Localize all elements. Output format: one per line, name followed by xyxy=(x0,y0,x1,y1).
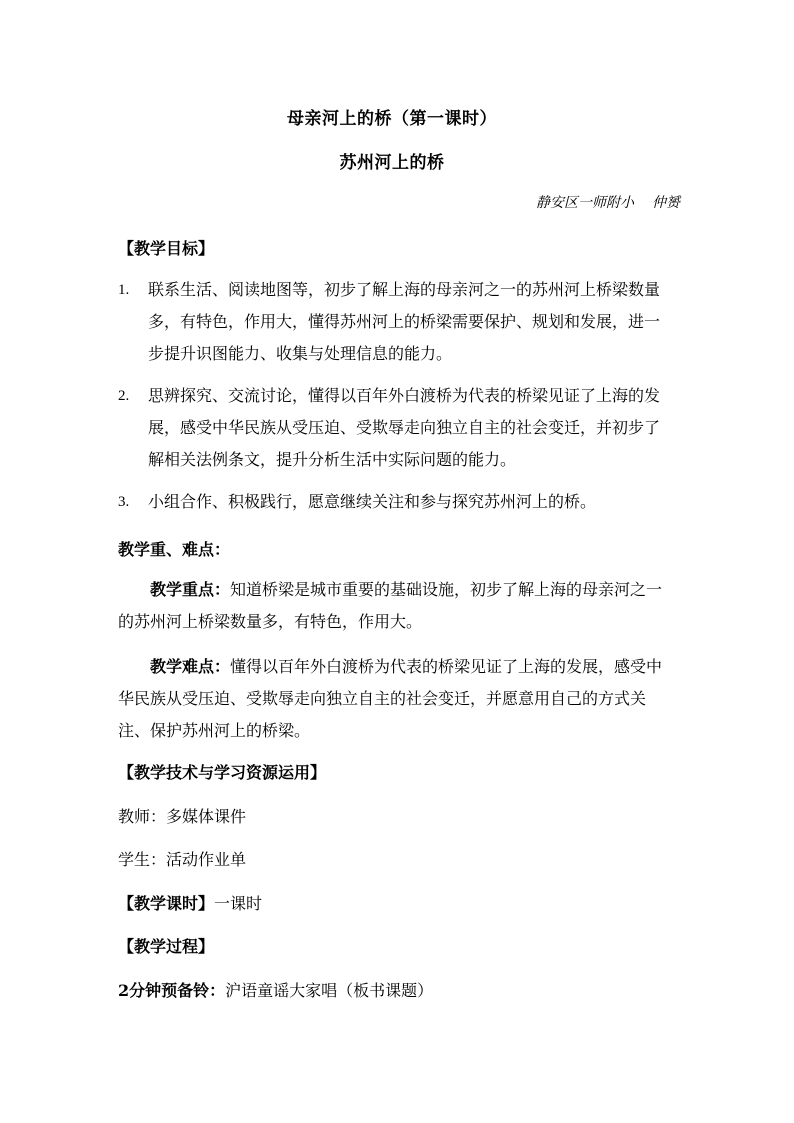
key-focus-label: 教学重点： xyxy=(150,580,231,599)
warmup-text: 沪语童谣大家唱（板书课题） xyxy=(225,981,434,1000)
document-subtitle: 苏州河上的桥 xyxy=(339,153,445,173)
objective-item-3 xyxy=(118,486,666,518)
objectives-heading: 【教学目标】 xyxy=(118,239,215,258)
lesson-time-heading: 【教学课时】 xyxy=(118,894,215,913)
resources-student: 学生：活动作业单 xyxy=(118,850,247,869)
objective-line: 联系生活、阅读地图等，初步了解上海的母亲河之一的苏州河上桥梁数量 xyxy=(148,280,661,299)
objective-number: 2. xyxy=(118,388,130,404)
objective-item-2 xyxy=(118,380,666,476)
author-line xyxy=(536,192,680,212)
key-points-heading: 教学重、难点： xyxy=(118,540,231,559)
objective-item-1 xyxy=(118,274,666,370)
objective-line: 展，感受中华民族从受压迫、受欺辱走向独立自主的社会变迁，并初步了 xyxy=(148,418,661,437)
warmup-line xyxy=(118,978,433,1001)
objective-line: 解相关法例条文，提升分析生活中实际问题的能力。 xyxy=(148,450,517,469)
key-difficulty-label: 教学难点： xyxy=(150,657,231,676)
resources-heading: 【教学技术与学习资源运用】 xyxy=(118,763,327,782)
objective-line: 多，有特色，作用大，懂得苏州河上的桥梁需要保护、规划和发展，进一 xyxy=(148,312,661,331)
key-difficulty-paragraph xyxy=(118,651,666,747)
author-name: 仲赟 xyxy=(652,195,680,211)
resources-teacher: 教师：多媒体课件 xyxy=(118,807,247,826)
process-heading: 【教学过程】 xyxy=(118,937,215,956)
key-difficulty-text: 注、保护苏州河上的桥梁。 xyxy=(118,721,311,740)
objective-number: 3. xyxy=(118,494,130,510)
document-title: 母亲河上的桥（第一课时） xyxy=(287,109,497,129)
key-difficulty-text: 华民族从受压迫、受欺辱走向独立自主的社会变迁，并愿意用自己的方式关 xyxy=(118,689,647,708)
objectives-list xyxy=(118,274,666,518)
key-focus-paragraph xyxy=(118,574,666,638)
lesson-time-value: 一课时 xyxy=(214,894,263,913)
key-focus-text: 的苏州河上桥梁数量多，有特色，作用大。 xyxy=(118,612,423,631)
author-school: 静安区一师附小 xyxy=(536,195,634,211)
key-focus-text: 知道桥梁是城市重要的基础设施，初步了解上海的母亲河之一 xyxy=(230,580,663,599)
warmup-label: 2分钟预备铃： xyxy=(118,981,226,1000)
objective-line: 步提升识图能力、收集与处理信息的能力。 xyxy=(148,344,453,363)
key-difficulty-text: 懂得以百年外白渡桥为代表的桥梁见证了上海的发展，感受中 xyxy=(230,657,663,676)
lesson-time-line xyxy=(118,891,262,914)
objective-number: 1. xyxy=(118,282,130,298)
objective-line: 思辨探究、交流讨论，懂得以百年外白渡桥为代表的桥梁见证了上海的发 xyxy=(148,386,661,405)
objective-line: 小组合作、积极践行，愿意继续关注和参与探究苏州河上的桥。 xyxy=(148,492,597,511)
